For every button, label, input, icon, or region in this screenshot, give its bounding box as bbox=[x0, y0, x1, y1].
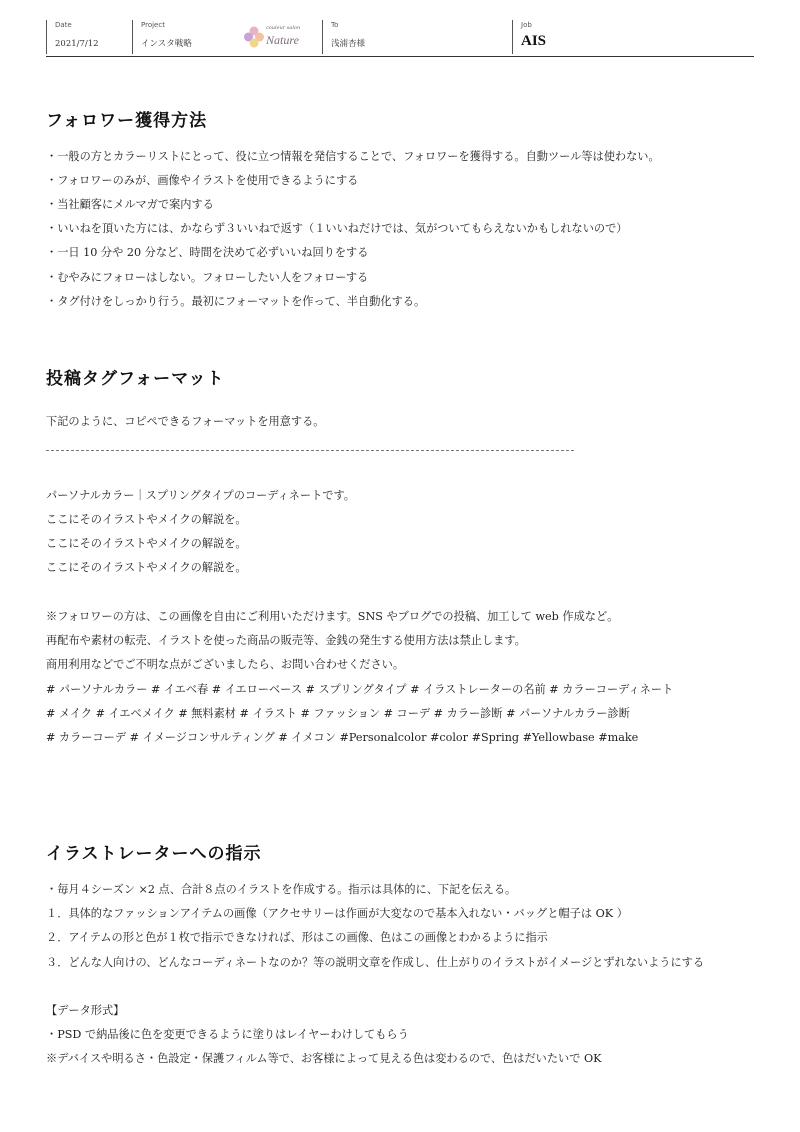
document-header bbox=[46, 14, 754, 57]
list-item: ・一日 10 分や 20 分など、時間を決めて必ずいいね回りをする bbox=[46, 246, 369, 259]
usage-note: 商用利用などでご不明な点がございましたら、お問い合わせください。 bbox=[46, 658, 405, 671]
instruction-item: ２．アイテムの形と色が１枚で指示できなければ、形はこの画像、色はこの画像とわかるように指示 bbox=[46, 931, 548, 944]
template-line: ここにそのイラストやメイクの解説を。 bbox=[46, 537, 247, 550]
list-item: ・いいねを頂いた方には、かならず３いいねで返す（１いいねだけでは、気がついてもらえないかもしれないので） bbox=[46, 222, 628, 235]
list-item: ・フォロワーのみが、画像やイラストを使用できるようにする bbox=[46, 174, 359, 187]
data-format-line: ・PSD で納品後に色を変更できるように塗りはレイヤーわけしてもらう bbox=[46, 1028, 409, 1041]
data-format-heading: 【データ形式】 bbox=[46, 1004, 125, 1017]
job-label: Job bbox=[521, 21, 532, 29]
date-label: Date bbox=[55, 21, 72, 29]
list-item: ・一般の方とカラーリストにとって、役に立つ情報を発信することで、フォロワーを獲得する。自動ツール等は使わない。 bbox=[46, 150, 660, 163]
list-item: ・当社顧客にメルマガで案内する bbox=[46, 198, 214, 211]
date-value: 2021/7/12 bbox=[55, 39, 99, 49]
list-item: ・タグ付けをしっかり行う。最初にフォーマットを作って、半自動化する。 bbox=[46, 295, 426, 308]
usage-note: ※フォロワーの方は、この画像を自由にご利用いただけます。SNS やブログでの投稿、加工して web 作成など。 bbox=[46, 610, 619, 623]
data-format-line: ※デバイスや明るさ・色設定・保護フィルム等で、お客様によって見える色は変わるので、色はだいたいで OK bbox=[46, 1052, 602, 1065]
project-label: Project bbox=[141, 21, 165, 29]
instruction-item: ３．どんな人向けの、どんなコーディネートなのか？等の説明文章を作成し、仕上がりのイラストがイメージとずれないようにする bbox=[46, 956, 705, 969]
to-value: 浅浦杏様 bbox=[331, 39, 366, 49]
hashtag-line: # メイク # イエベメイク # 無料素材 # イラスト # ファッション # コーデ # カラー診断 # パーソナルカラー診断 bbox=[46, 707, 630, 720]
job-field bbox=[512, 20, 754, 54]
template-line: ここにそのイラストやメイクの解説を。 bbox=[46, 513, 247, 526]
hashtag-line: # パーソナルカラー # イエベ春 # イエローベース # スプリングタイプ # イラストレーターの名前 # カラーコーディネート bbox=[46, 683, 674, 696]
format-intro: 下記のように、コピペできるフォーマットを用意する。 bbox=[46, 415, 325, 428]
project-value: インスタ戦略 bbox=[141, 39, 192, 49]
usage-note: 再配布や素材の転売、イラストを使った商品の販売等、金銭の発生する使用方法は禁止します。 bbox=[46, 634, 526, 647]
template-line: ここにそのイラストやメイクの解説を。 bbox=[46, 561, 247, 574]
dashed-divider bbox=[46, 450, 574, 451]
to-label: To bbox=[331, 21, 339, 29]
date-field bbox=[46, 20, 132, 54]
salon-logo bbox=[244, 22, 324, 52]
section-title-illustrator-instructions: イラストレーターへの指示 bbox=[46, 844, 262, 864]
list-item: ・むやみにフォローはしない。フォローしたい人をフォローする bbox=[46, 271, 369, 284]
section-title-follower-acquisition: フォロワー獲得方法 bbox=[46, 111, 208, 131]
instruction-item: １．具体的なファッションアイテムの画像（アクセサリーは作画が大変なので基本入れない・バッグと帽子は OK ） bbox=[46, 907, 628, 920]
logo-name: Nature bbox=[266, 33, 299, 47]
section-title-tag-format: 投稿タグフォーマット bbox=[46, 369, 225, 389]
flower-icon bbox=[244, 26, 264, 48]
job-value: AIS bbox=[521, 33, 547, 49]
logo-subtitle: couleur salon bbox=[266, 25, 301, 31]
to-field bbox=[322, 20, 512, 54]
template-line: パーソナルカラー｜スプリングタイプのコーディネートです。 bbox=[46, 489, 355, 502]
instruction-item: ・毎月４シーズン ×2 点、合計８点のイラストを作成する。指示は具体的に、下記を伝える。 bbox=[46, 883, 517, 896]
hashtag-line: # カラーコーデ # イメージコンサルティング # イメコン #Personalcolor #color #Spring #Yellowbase #make bbox=[46, 731, 639, 744]
